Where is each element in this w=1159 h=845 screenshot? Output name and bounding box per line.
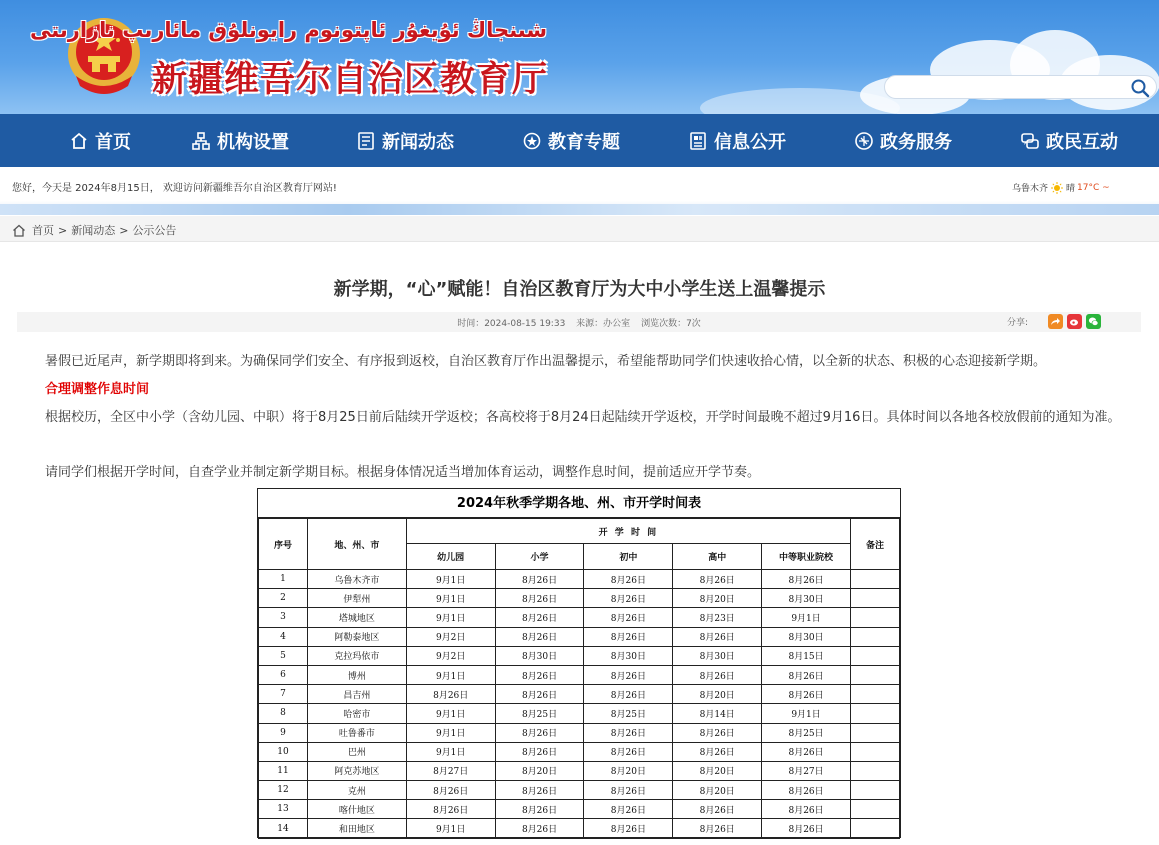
- breadcrumb: [0, 216, 1159, 242]
- article-title: 新学期，“心”赋能！自治区教育厅为大中小学生送上温馨提示: [333, 279, 826, 300]
- cell-primary: 8月26日: [495, 665, 584, 684]
- cell-kindergarten: 9月2日: [406, 627, 495, 646]
- cell-junior: 8月26日: [584, 781, 673, 800]
- breadcrumb-separator: >: [58, 223, 68, 237]
- cell-no: 10: [259, 742, 308, 761]
- cell-note: [850, 665, 899, 684]
- cell-region: 阿勒泰地区: [307, 627, 406, 646]
- cell-note: [850, 819, 899, 838]
- cell-note: [850, 781, 899, 800]
- article-paragraph-1: 暑假已近尾声，新学期即将到来。为确保同学们安全、有序报到返校，自治区教育厅作出温馨提示，希望能帮助同学们快速收拾心情，以全新的状态、积极的心态迎接新学期。: [45, 354, 1047, 369]
- cell-vocational: 8月26日: [762, 800, 851, 819]
- cell-kindergarten: 8月26日: [406, 685, 495, 704]
- cell-region: 哈密市: [307, 704, 406, 723]
- greeting-bar: [0, 167, 1159, 215]
- home-icon: [69, 131, 89, 151]
- cell-primary: 8月26日: [495, 685, 584, 704]
- cell-kindergarten: 9月1日: [406, 665, 495, 684]
- cell-junior: 8月26日: [584, 570, 673, 589]
- table-body: [259, 570, 900, 839]
- cell-vocational: 8月25日: [762, 723, 851, 742]
- cell-kindergarten: 8月26日: [406, 781, 495, 800]
- cell-senior: 8月20日: [673, 589, 762, 608]
- cell-note: [850, 723, 899, 742]
- cell-note: [850, 589, 899, 608]
- cell-region: 阿克苏地区: [307, 761, 406, 780]
- cell-no: 12: [259, 781, 308, 800]
- table-row: [259, 819, 900, 838]
- header-note: 备注: [850, 519, 899, 570]
- gov-icon: [854, 131, 874, 151]
- breadcrumb-news[interactable]: 新闻动态: [71, 224, 116, 237]
- main-nav: [0, 114, 1159, 167]
- header-vocational: 中等职业院校: [762, 544, 851, 570]
- cell-no: 3: [259, 608, 308, 627]
- cell-region: 伊犁州: [307, 589, 406, 608]
- interact-icon: [1020, 131, 1040, 151]
- cell-kindergarten: 9月1日: [406, 704, 495, 723]
- cell-junior: 8月26日: [584, 608, 673, 627]
- article-paragraph-3: 请同学们根据开学时间，自查学业并制定新学期目标。根据身体情况适当增加体育运动，调整作息时间，提前适应开学节奏。: [45, 465, 761, 480]
- cell-no: 7: [259, 685, 308, 704]
- cell-primary: 8月26日: [495, 723, 584, 742]
- cell-primary: 8月26日: [495, 742, 584, 761]
- table-row: [259, 742, 900, 761]
- cell-vocational: 8月26日: [762, 570, 851, 589]
- weather-condition: 晴: [1066, 184, 1076, 194]
- cell-primary: 8月20日: [495, 761, 584, 780]
- cell-region: 昌吉州: [307, 685, 406, 704]
- cell-vocational: 8月26日: [762, 665, 851, 684]
- cell-note: [850, 646, 899, 665]
- schedule-table: [257, 488, 901, 838]
- cell-region: 克拉玛依市: [307, 646, 406, 665]
- nav-item-news[interactable]: [356, 114, 454, 167]
- cell-no: 11: [259, 761, 308, 780]
- table-row: [259, 665, 900, 684]
- cell-junior: 8月26日: [584, 665, 673, 684]
- cell-no: 9: [259, 723, 308, 742]
- cell-vocational: 8月26日: [762, 742, 851, 761]
- header-banner: [0, 0, 1159, 114]
- cell-primary: 8月26日: [495, 800, 584, 819]
- cell-primary: 8月30日: [495, 646, 584, 665]
- header-start-time: 开 学 时 间: [406, 519, 850, 544]
- cell-vocational: 8月30日: [762, 589, 851, 608]
- cell-junior: 8月26日: [584, 685, 673, 704]
- breadcrumb-notices[interactable]: 公示公告: [132, 224, 177, 237]
- cell-kindergarten: 9月1日: [406, 742, 495, 761]
- cell-junior: 8月25日: [584, 704, 673, 723]
- cell-primary: 8月26日: [495, 781, 584, 800]
- cell-region: 博州: [307, 665, 406, 684]
- cell-kindergarten: 9月1日: [406, 570, 495, 589]
- section-heading: 合理调整作息时间: [45, 382, 150, 397]
- cell-kindergarten: 9月1日: [406, 819, 495, 838]
- cell-note: [850, 570, 899, 589]
- cell-region: 乌鲁木齐市: [307, 570, 406, 589]
- weibo-icon[interactable]: [1067, 314, 1082, 329]
- header-senior: 高中: [673, 544, 762, 570]
- cell-region: 巴州: [307, 742, 406, 761]
- search-input[interactable]: [897, 79, 1117, 95]
- cell-no: 4: [259, 627, 308, 646]
- wechat-icon[interactable]: [1086, 314, 1101, 329]
- decorative-wave: [0, 204, 1159, 215]
- cell-vocational: 8月26日: [762, 781, 851, 800]
- breadcrumb-home[interactable]: 首页: [32, 224, 54, 237]
- cell-senior: 8月26日: [673, 742, 762, 761]
- cell-primary: 8月26日: [495, 819, 584, 838]
- cell-kindergarten: 8月27日: [406, 761, 495, 780]
- cell-vocational: 8月27日: [762, 761, 851, 780]
- table-row: [259, 685, 900, 704]
- table-row: [259, 704, 900, 723]
- cell-no: 1: [259, 570, 308, 589]
- cell-primary: 8月25日: [495, 704, 584, 723]
- cell-primary: 8月26日: [495, 608, 584, 627]
- table-row: [259, 800, 900, 819]
- cell-junior: 8月26日: [584, 742, 673, 761]
- nav-label: 新闻动态: [382, 131, 454, 153]
- share-forward-icon[interactable]: [1048, 314, 1063, 329]
- cell-vocational: 8月26日: [762, 819, 851, 838]
- sun-icon: [1051, 182, 1063, 194]
- uyghur-site-title: شىنجاڭ ئۇيغۇر ئاپتونوم رايونلۇق مائارىپ نازارىتى: [30, 18, 547, 42]
- cell-junior: 8月26日: [584, 723, 673, 742]
- article-paragraph-2: 根据校历，全区中小学（含幼儿园、中职）将于8月25日前后陆续开学返校；各高校将于8月24日起陆续开学返校，开学时间最晚不超过9月16日。具体时间以各地各校放假前的通知为准。: [45, 410, 1121, 425]
- header-region: 地、州、市: [307, 519, 406, 570]
- cell-note: [850, 608, 899, 627]
- cell-region: 克州: [307, 781, 406, 800]
- cell-senior: 8月20日: [673, 781, 762, 800]
- cell-kindergarten: 9月2日: [406, 646, 495, 665]
- nav-label: 政民互动: [1046, 131, 1118, 153]
- share-bar: [1007, 314, 1105, 329]
- cell-primary: 8月26日: [495, 570, 584, 589]
- cell-note: [850, 627, 899, 646]
- nav-item-interaction[interactable]: [1020, 114, 1118, 167]
- table-row: [259, 781, 900, 800]
- cell-note: [850, 685, 899, 704]
- cell-note: [850, 761, 899, 780]
- cell-no: 2: [259, 589, 308, 608]
- cell-junior: 8月26日: [584, 589, 673, 608]
- header-junior: 初中: [584, 544, 673, 570]
- share-label: 分享:: [1007, 318, 1029, 328]
- cell-kindergarten: 9月1日: [406, 723, 495, 742]
- search-box: [884, 75, 1157, 99]
- cell-junior: 8月26日: [584, 627, 673, 646]
- cell-senior: 8月26日: [673, 800, 762, 819]
- cell-region: 吐鲁番市: [307, 723, 406, 742]
- cell-primary: 8月26日: [495, 627, 584, 646]
- cell-senior: 8月26日: [673, 723, 762, 742]
- table-row: [259, 589, 900, 608]
- nav-label: 教育专题: [548, 131, 620, 153]
- cell-senior: 8月26日: [673, 665, 762, 684]
- nav-label: 政务服务: [880, 131, 952, 153]
- cell-kindergarten: 8月26日: [406, 800, 495, 819]
- cell-region: 喀什地区: [307, 800, 406, 819]
- cell-no: 6: [259, 665, 308, 684]
- cell-note: [850, 742, 899, 761]
- cell-senior: 8月30日: [673, 646, 762, 665]
- cell-junior: 8月26日: [584, 800, 673, 819]
- cell-senior: 8月26日: [673, 627, 762, 646]
- cell-primary: 8月26日: [495, 589, 584, 608]
- cell-no: 13: [259, 800, 308, 819]
- weather-city: 乌鲁木齐: [1012, 184, 1049, 194]
- cell-kindergarten: 9月1日: [406, 589, 495, 608]
- table-row: [259, 627, 900, 646]
- cell-kindergarten: 9月1日: [406, 608, 495, 627]
- nav-item-home[interactable]: [69, 114, 131, 167]
- header-primary: 小学: [495, 544, 584, 570]
- table-row: [259, 646, 900, 665]
- table-row: [259, 608, 900, 627]
- news-icon: [356, 131, 376, 151]
- article-meta: [17, 312, 1141, 332]
- table-row: [259, 723, 900, 742]
- cell-senior: 8月20日: [673, 685, 762, 704]
- cell-vocational: 9月1日: [762, 704, 851, 723]
- nav-item-info[interactable]: [688, 114, 786, 167]
- cell-junior: 8月26日: [584, 819, 673, 838]
- nav-label: 信息公开: [714, 131, 786, 153]
- article-source: 来源：办公室: [576, 319, 631, 329]
- nav-item-topics[interactable]: [522, 114, 620, 167]
- nav-item-org[interactable]: [191, 114, 289, 167]
- cell-vocational: 8月26日: [762, 685, 851, 704]
- nav-label: 首页: [95, 131, 131, 153]
- breadcrumb-separator: >: [119, 223, 129, 237]
- cell-vocational: 8月30日: [762, 627, 851, 646]
- weather-temperature: 17°C ~: [1077, 182, 1110, 193]
- cell-senior: 8月26日: [673, 819, 762, 838]
- header-kindergarten: 幼儿园: [406, 544, 495, 570]
- nav-label: 机构设置: [217, 131, 289, 153]
- table-row: [259, 570, 900, 589]
- cell-senior: 8月14日: [673, 704, 762, 723]
- org-icon: [191, 131, 211, 151]
- cell-note: [850, 704, 899, 723]
- info-icon: [688, 131, 708, 151]
- cell-note: [850, 800, 899, 819]
- cell-region: 和田地区: [307, 819, 406, 838]
- view-count: 浏览次数：7次: [641, 319, 701, 329]
- cell-no: 5: [259, 646, 308, 665]
- topic-icon: [522, 131, 542, 151]
- cell-no: 8: [259, 704, 308, 723]
- weather-widget: [1012, 181, 1110, 194]
- header-no: 序号: [259, 519, 308, 570]
- nav-item-services[interactable]: [854, 114, 952, 167]
- cell-region: 塔城地区: [307, 608, 406, 627]
- cell-vocational: 9月1日: [762, 608, 851, 627]
- publish-time: 时间：2024-08-15 19:33: [457, 319, 566, 329]
- home-icon: [12, 224, 26, 237]
- cell-senior: 8月23日: [673, 608, 762, 627]
- table-caption: 2024年秋季学期各地、州、市开学时间表: [258, 489, 900, 518]
- greeting-text: 您好，今天是 2024年8月15日， 欢迎访问新疆维吾尔自治区教育厅网站!: [12, 183, 337, 194]
- table-row: [259, 761, 900, 780]
- cell-vocational: 8月15日: [762, 646, 851, 665]
- site-title: 新疆维吾尔自治区教育厅: [152, 59, 549, 100]
- search-icon[interactable]: [1130, 78, 1150, 98]
- cell-junior: 8月20日: [584, 761, 673, 780]
- cell-junior: 8月30日: [584, 646, 673, 665]
- cell-senior: 8月26日: [673, 570, 762, 589]
- cell-no: 14: [259, 819, 308, 838]
- cell-senior: 8月20日: [673, 761, 762, 780]
